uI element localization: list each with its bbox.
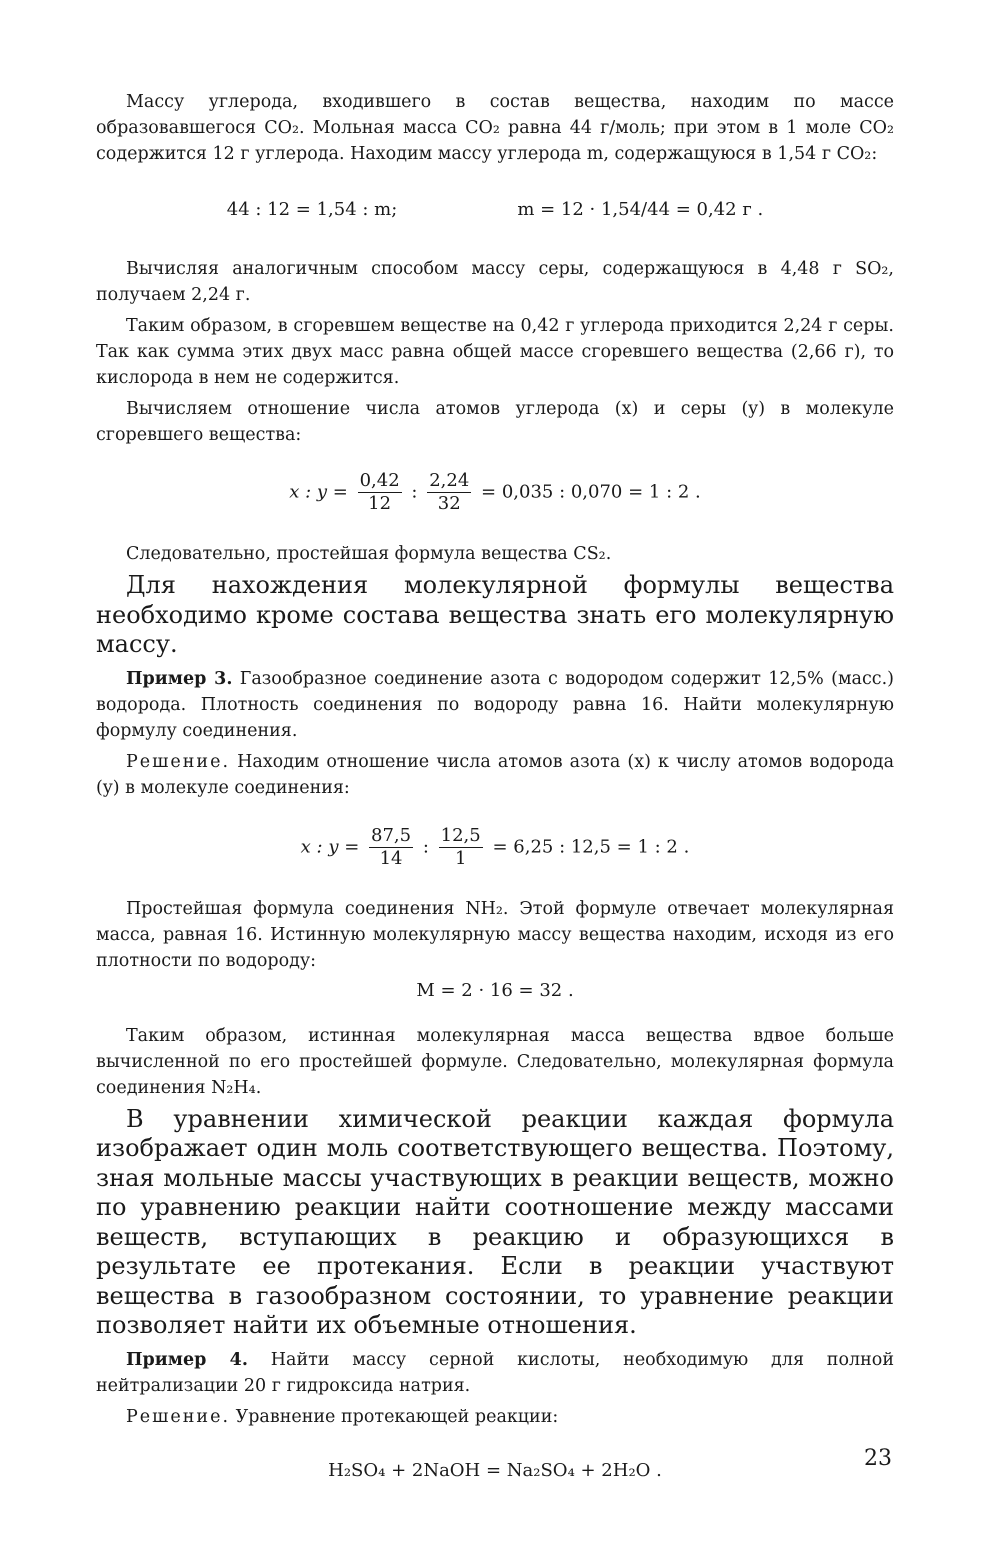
eq2-lhs: x : y = [289,481,348,503]
paragraph-n2h4: Таким образом, истинная молекулярная масса вещества вдвое больше вычисленной по его простейшей формуле. Следовательно, молекулярная формула соединения N₂H₄. [96,1025,894,1098]
fraction-denominator: 12 [368,493,392,514]
paragraph-atom-ratio: Вычисляем отношение числа атомов углерода (x) и серы (y) в молекуле сгоревшего вещества: [96,399,894,445]
solution-4 [96,1404,894,1430]
equation-cs-ratio [96,470,894,515]
eq3-lhs: x : y = [300,836,360,857]
fraction-numerator: 0,42 [359,470,400,491]
example-4-label: Пример 4. [126,1349,248,1370]
example-4-text: Найти массу серной кислоты, необходимую для полной нейтрализации 20 г гидроксида натрия. [96,1349,894,1396]
ratio-separator: : [422,836,429,857]
paragraph-sulfur-mass: Вычисляя аналогичным способом массу серы, содержащуюся в 4,48 г SO₂, получаем 2,24 г. [96,259,894,305]
paragraph-reaction-equation-rule: В уравнении химической реакции каждая формула изображает один моль соответствующего вещества. Поэтому, зная мольные массы участвующих в реакции веществ, можно по уравнению реакции найти соотношение между массами веществ, вступающих в реакцию и образующихся в результате ее протекания. Если в реакции участвуют вещества в газообразном состоянии, то уравнение реакции позволяет найти их объемные отношения. [96,1104,894,1339]
page-content [96,80,894,1481]
equation-carbon-result: m = 12 · 1,54/44 = 0,42 г . [517,199,764,220]
fraction-numerator: 87,5 [371,824,412,846]
fraction-numerator: 12,5 [440,824,481,846]
fraction-nitrogen [369,825,413,870]
eq3-rhs: = 6,25 : 12,5 = 1 : 2 . [492,836,690,857]
paragraph-molecular-formula-rule: Для нахождения молекулярной формулы вещества необходимо кроме состава вещества знать его молекулярную массу. [96,571,894,658]
example-3 [96,666,894,744]
example-4 [96,1347,894,1399]
example-3-text: Газообразное соединение азота с водородом содержит 12,5% (масс.) водорода. Плотность соединения по водороду равна 16. Найти молекулярную формулу соединения. [96,668,894,741]
fraction-denominator: 1 [454,847,467,869]
solution-3 [96,749,894,801]
paragraph-simplest-formula: Следовательно, простейшая формула вещества CS₂. [126,544,612,564]
paragraph-carbon-mass: Массу углерода, входившего в состав вещества, находим по массе образовавшегося CO₂. Мольная масса CO₂ равна 44 г/моль; при этом в 1 моле CO₂ содержится 12 г углерода. Находим массу углерода m, содержащуюся в 1,54 г CO₂: [96,92,894,164]
fraction-carbon [358,470,402,515]
equation-carbon [96,199,894,220]
eq2-rhs: = 0,035 : 0,070 = 1 : 2 . [481,481,701,503]
equation-molar-mass: M = 2 · 16 = 32 . [416,979,574,1001]
solution-label: Решение. [126,751,231,772]
equation-carbon-proportion: 44 : 12 = 1,54 : m; [226,199,398,220]
equation-nh-ratio [96,825,894,870]
fraction-denominator: 32 [437,493,461,514]
example-3-label: Пример 3. [126,668,233,689]
ratio-separator: : [411,481,418,503]
fraction-denominator: 14 [379,847,403,869]
solution-label: Решение. [126,1406,231,1427]
paragraph-nh2: Простейшая формула соединения NH₂. Этой формуле отвечает молекулярная масса, равная 16. Истинную молекулярную массу вещества находим, исходя из его плотности по водороду: [96,898,894,971]
fraction-hydrogen [439,825,483,870]
solution-4-text: Уравнение протекающей реакции: [230,1406,559,1427]
fraction-numerator: 2,24 [429,470,470,491]
equation-neutralization: H₂SO₄ + 2NaOH = Na₂SO₄ + 2H₂O . [328,1459,662,1481]
fraction-sulfur [427,470,471,515]
page-number: 23 [864,1446,892,1471]
paragraph-no-oxygen: Таким образом, в сгоревшем веществе на 0,42 г углерода приходится 2,24 г серы. Так как сумма этих двух масс равна общей массе сгоревшего вещества (2,66 г), то кислорода в нем не содержится. [96,316,894,388]
solution-3-text: Находим отношение числа атомов азота (x) к числу атомов водорода (y) в молекуле соединения: [96,751,894,798]
